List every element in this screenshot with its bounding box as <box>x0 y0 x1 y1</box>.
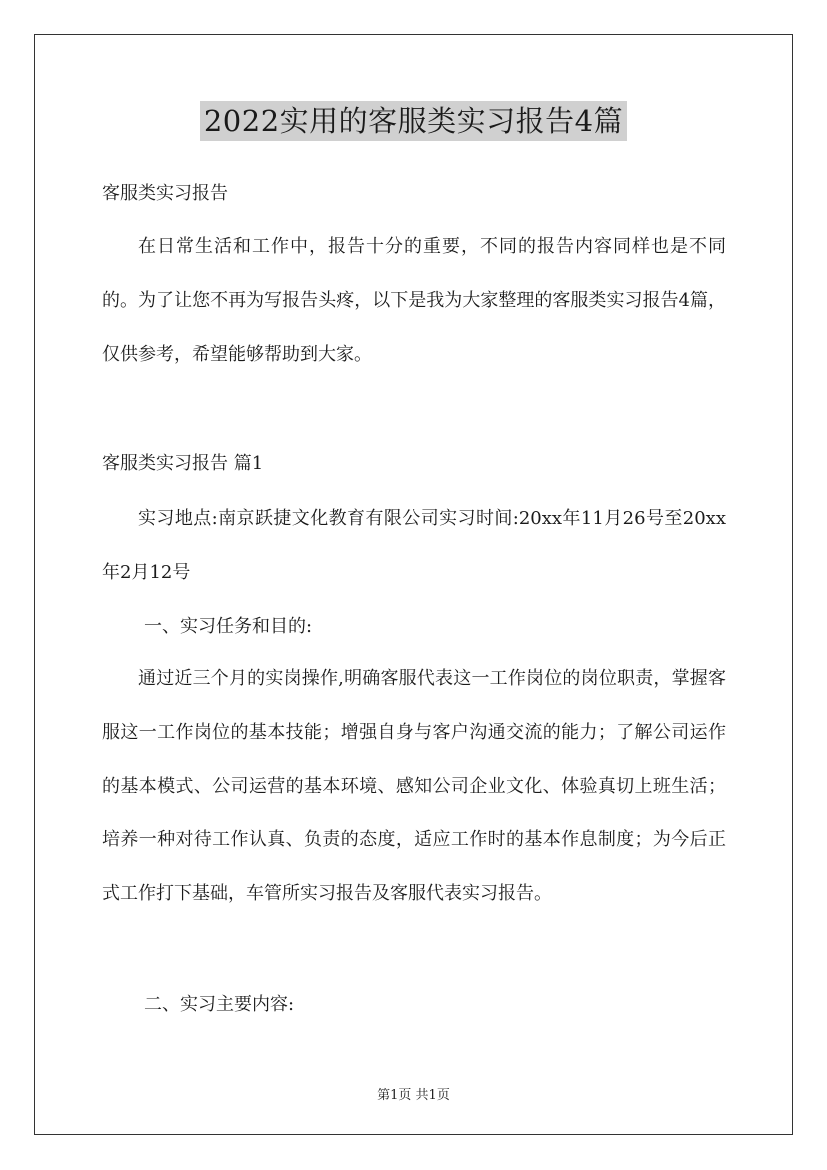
subheading: 客服类实习报告 <box>102 183 228 204</box>
task-heading: 一、实习任务和目的: <box>144 616 313 637</box>
page-footer: 第1页 共1页 <box>377 1088 450 1103</box>
content-heading: 二、实习主要内容: <box>144 994 295 1015</box>
internship-info-paragraph: 实习地点:南京跃捷文化教育有限公司实习时间:20xx年11月26号至20xx年2月12号 <box>102 508 726 583</box>
document-title: 2022实用的客服类实习报告4篇 <box>200 101 627 141</box>
intro-paragraph: 在日常生活和工作中，报告十分的重要，不同的报告内容同样也是不同的。为了让您不再为写报告头疼，以下是我为大家整理的客服类实习报告4篇，仅供参考，希望能够帮助到大家。 <box>102 236 726 365</box>
section-heading: 客服类实习报告 篇1 <box>102 453 264 474</box>
title-container <box>0 101 827 141</box>
task-paragraph: 通过近三个月的实岗操作,明确客服代表这一工作岗位的岗位职责，掌握客服这一工作岗位的基本技能；增强自身与客户沟通交流的能力；了解公司运作的基本模式、公司运营的基本环境、感知公司企业文化、体验真切上班生活；培养一种对待工作认真、负责的态度，适应工作时的基本作息制度；为今后正式工作打下基础，车管所实习报告及客服代表实习报告。 <box>102 668 726 905</box>
